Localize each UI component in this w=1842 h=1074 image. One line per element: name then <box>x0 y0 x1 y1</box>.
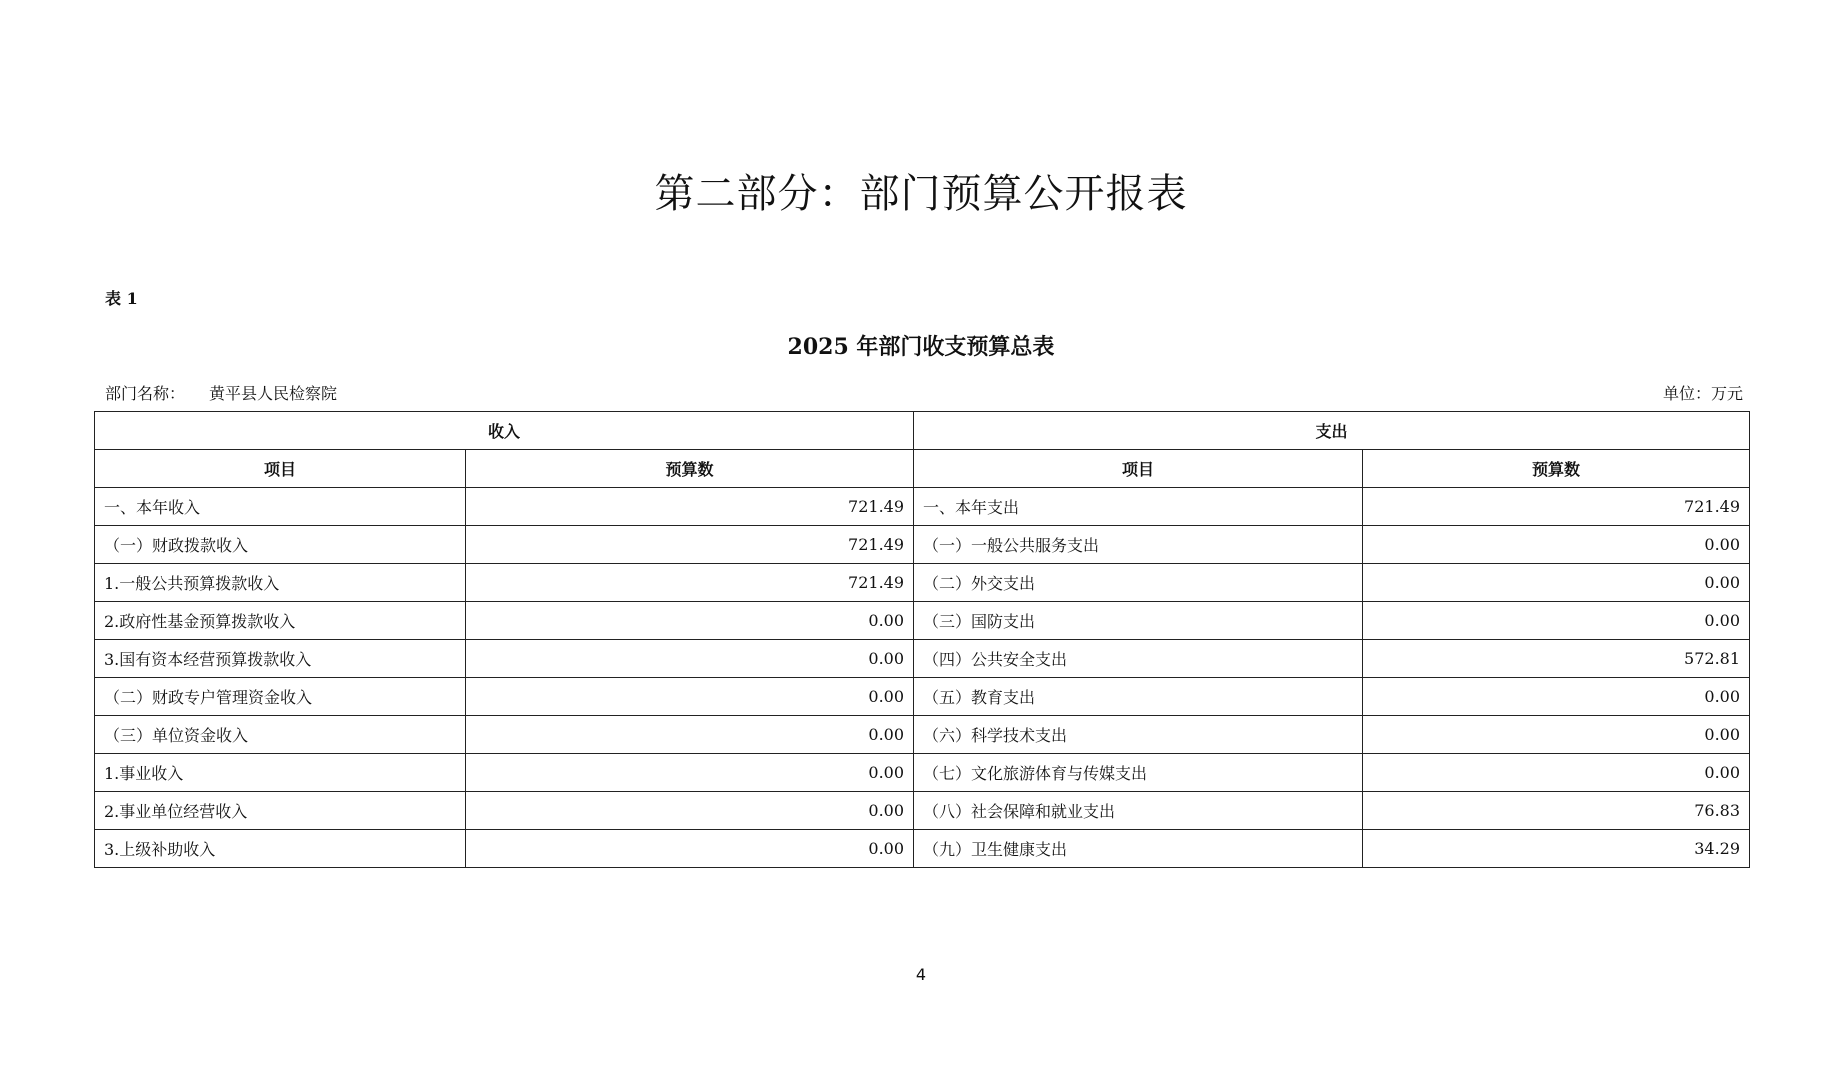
table-row <box>95 564 1750 602</box>
expense-item-cell: （四）公共安全支出 <box>914 640 1363 678</box>
table-row <box>95 640 1750 678</box>
income-amount-cell: 0.00 <box>466 602 914 640</box>
expense-item-cell: 一、本年支出 <box>914 488 1363 526</box>
income-budget-column-header: 预算数 <box>466 450 914 488</box>
expense-amount-cell: 34.29 <box>1363 830 1750 868</box>
income-item-cell: 3.上级补助收入 <box>95 830 466 868</box>
department-row <box>105 381 337 404</box>
expense-item-cell: （九）卫生健康支出 <box>914 830 1363 868</box>
table-row <box>95 716 1750 754</box>
income-item-cell: （二）财政专户管理资金收入 <box>95 678 466 716</box>
income-item-cell: 2.政府性基金预算拨款收入 <box>95 602 466 640</box>
page-number: 4 <box>915 965 927 984</box>
income-amount-cell: 0.00 <box>466 792 914 830</box>
table-row <box>95 488 1750 526</box>
income-item-cell: 1.事业收入 <box>95 754 466 792</box>
income-amount-cell: 721.49 <box>466 488 914 526</box>
expense-item-cell: （一）一般公共服务支出 <box>914 526 1363 564</box>
income-amount-cell: 0.00 <box>466 678 914 716</box>
expense-item-cell: （三）国防支出 <box>914 602 1363 640</box>
expense-item-cell: （八）社会保障和就业支出 <box>914 792 1363 830</box>
table-title: 2025 年部门收支预算总表 <box>787 334 1055 360</box>
income-amount-cell: 721.49 <box>466 564 914 602</box>
income-amount-cell: 0.00 <box>466 830 914 868</box>
expense-amount-cell: 0.00 <box>1363 602 1750 640</box>
expense-item-cell: （二）外交支出 <box>914 564 1363 602</box>
income-item-cell: 一、本年收入 <box>95 488 466 526</box>
income-amount-cell: 0.00 <box>466 640 914 678</box>
table-row <box>95 526 1750 564</box>
expense-amount-cell: 572.81 <box>1363 640 1750 678</box>
unit-label: 单位：万元 <box>1662 384 1743 403</box>
income-item-column-header: 项目 <box>95 450 466 488</box>
department-name: 黄平县人民检察院 <box>209 384 338 403</box>
expense-amount-cell: 0.00 <box>1363 754 1750 792</box>
section-header-row <box>95 412 1750 450</box>
budget-table <box>94 411 1750 868</box>
expense-amount-cell: 0.00 <box>1363 678 1750 716</box>
income-amount-cell: 0.00 <box>466 754 914 792</box>
department-label: 部门名称： <box>105 384 186 403</box>
expense-item-cell: （七）文化旅游体育与传媒支出 <box>914 754 1363 792</box>
income-item-cell: 2.事业单位经营收入 <box>95 792 466 830</box>
table-row <box>95 602 1750 640</box>
expense-amount-cell: 0.00 <box>1363 526 1750 564</box>
table-row <box>95 792 1750 830</box>
income-amount-cell: 721.49 <box>466 526 914 564</box>
table-row <box>95 754 1750 792</box>
income-item-cell: 1.一般公共预算拨款收入 <box>95 564 466 602</box>
income-item-cell: 3.国有资本经营预算拨款收入 <box>95 640 466 678</box>
table-number: 表 1 <box>105 289 138 308</box>
expense-amount-cell: 0.00 <box>1363 716 1750 754</box>
expense-amount-cell: 721.49 <box>1363 488 1750 526</box>
expense-amount-cell: 0.00 <box>1363 564 1750 602</box>
expense-header: 支出 <box>914 412 1750 450</box>
income-item-cell: （三）单位资金收入 <box>95 716 466 754</box>
column-header-row <box>95 450 1750 488</box>
income-header: 收入 <box>95 412 914 450</box>
page-title: 第二部分：部门预算公开报表 <box>654 171 1188 217</box>
expense-amount-cell: 76.83 <box>1363 792 1750 830</box>
expense-item-cell: （六）科学技术支出 <box>914 716 1363 754</box>
expense-item-column-header: 项目 <box>914 450 1363 488</box>
expense-budget-column-header: 预算数 <box>1363 450 1750 488</box>
table-row <box>95 678 1750 716</box>
income-item-cell: （一）财政拨款收入 <box>95 526 466 564</box>
income-amount-cell: 0.00 <box>466 716 914 754</box>
expense-item-cell: （五）教育支出 <box>914 678 1363 716</box>
table-row <box>95 830 1750 868</box>
